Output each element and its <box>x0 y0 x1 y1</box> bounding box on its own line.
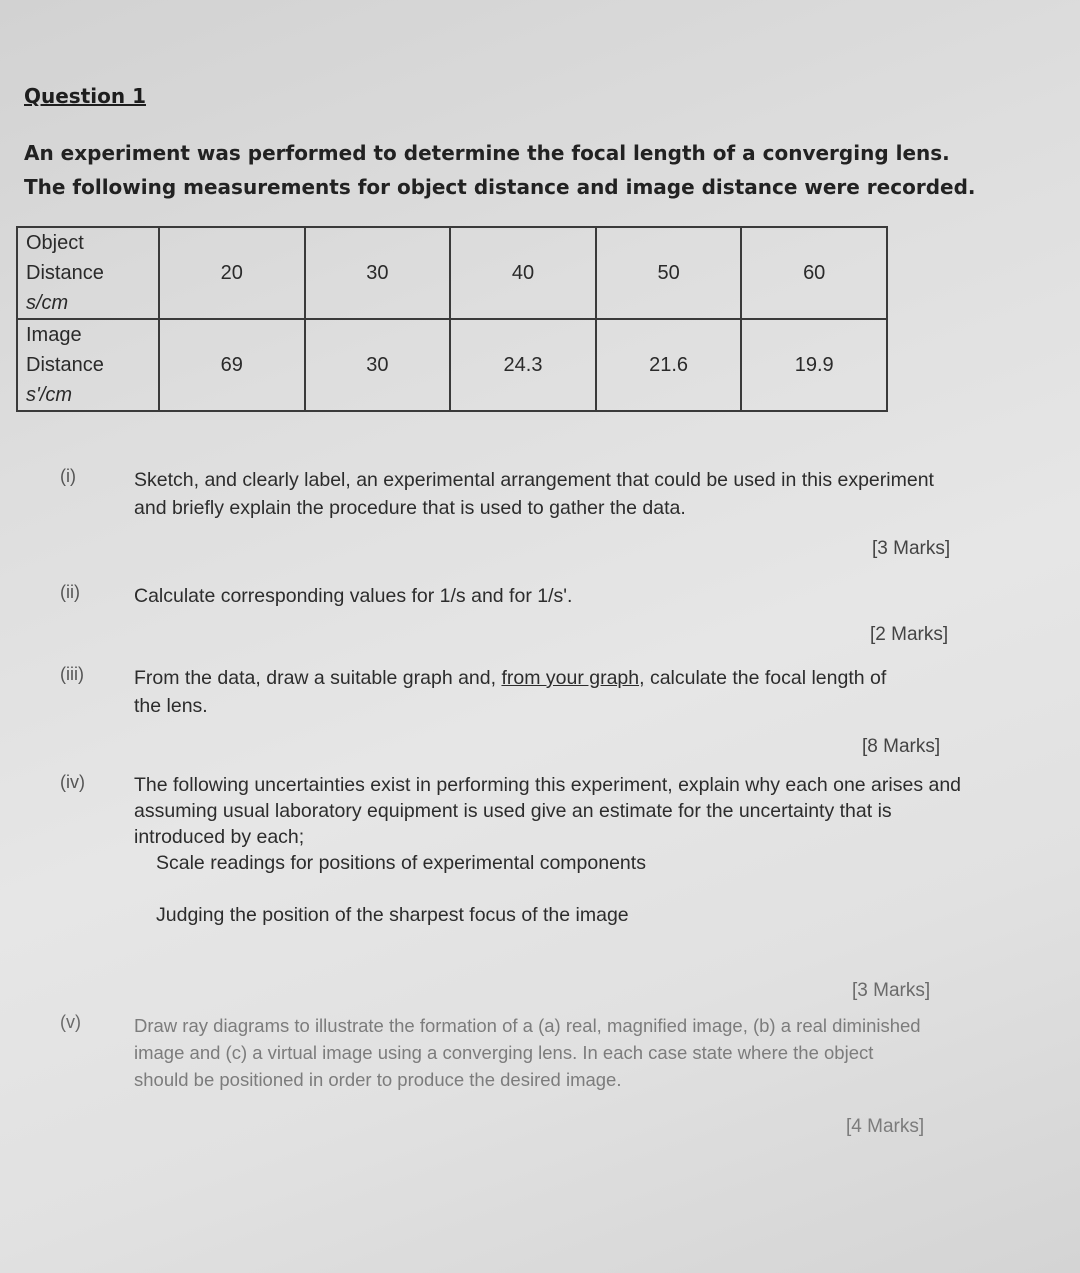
table-cell: 20 <box>159 227 305 319</box>
table-cell: 24.3 <box>450 319 596 411</box>
part-text: Draw ray diagrams to illustrate the formation of a (a) real, magnified image, (b) a real diminished image and (c) a virtual image using a converging lens. In each case state where the object should be positioned in order to produce the desired image. <box>134 1015 921 1090</box>
part-number: (ii) <box>60 582 80 602</box>
table-cell: 69 <box>159 319 305 411</box>
row-header-object-distance <box>17 227 159 319</box>
table-cell: 30 <box>305 319 451 411</box>
part-marks: [3 Marks] <box>872 538 951 559</box>
row-header-image-distance <box>17 319 159 411</box>
part-number: (i) <box>60 466 76 486</box>
header-unit: s'/cm <box>26 384 73 406</box>
uncertainty-item-scale: Scale readings for positions of experimental components <box>156 852 646 874</box>
question-title: Question 1 <box>24 84 146 108</box>
table-cell: 50 <box>596 227 742 319</box>
part-text-after: calculate the focal length of the lens. <box>134 667 887 717</box>
table-row <box>17 227 887 319</box>
part-text <box>134 772 964 928</box>
part-marks: [2 Marks] <box>870 624 949 645</box>
header-line: Distance <box>26 354 104 376</box>
part-marks: [3 Marks] <box>852 980 931 1001</box>
part-number: (iv) <box>60 772 85 792</box>
header-unit: s/cm <box>26 292 69 314</box>
header-line: Distance <box>26 262 104 284</box>
question-intro: An experiment was performed to determine the focal length of a converging lens. The following measurements for object distance and image distance were recorded. <box>24 141 976 199</box>
part-text: Calculate corresponding values for 1/s and for 1/s'. <box>134 585 573 607</box>
part-text-before: From the data, draw a suitable graph and, <box>134 667 502 689</box>
table-cell: 60 <box>741 227 887 319</box>
measurements-table <box>16 226 888 412</box>
uncertainty-item-focus: Judging the position of the sharpest focus of the image <box>156 904 629 926</box>
part-text: Sketch, and clearly label, an experimental arrangement that could be used in this experiment and briefly explain the procedure that is used to gather the data. <box>134 469 934 519</box>
header-line: Object <box>26 232 84 254</box>
part-number: (iii) <box>60 664 84 684</box>
part-marks: [8 Marks] <box>862 736 941 757</box>
part-text <box>134 664 914 720</box>
table-cell: 40 <box>450 227 596 319</box>
header-line: Image <box>26 324 82 346</box>
part-text-main: The following uncertainties exist in performing this experiment, explain why each one arises and assuming usual laboratory equipment is used give an estimate for the uncertainty that is introduced by each; <box>134 774 962 848</box>
table-cell: 30 <box>305 227 451 319</box>
table-cell: 21.6 <box>596 319 742 411</box>
table-cell: 19.9 <box>741 319 887 411</box>
part-marks: [4 Marks] <box>846 1116 925 1137</box>
part-number: (v) <box>60 1012 81 1032</box>
part-text-underlined: from your graph, <box>501 667 645 689</box>
table-row <box>17 319 887 411</box>
